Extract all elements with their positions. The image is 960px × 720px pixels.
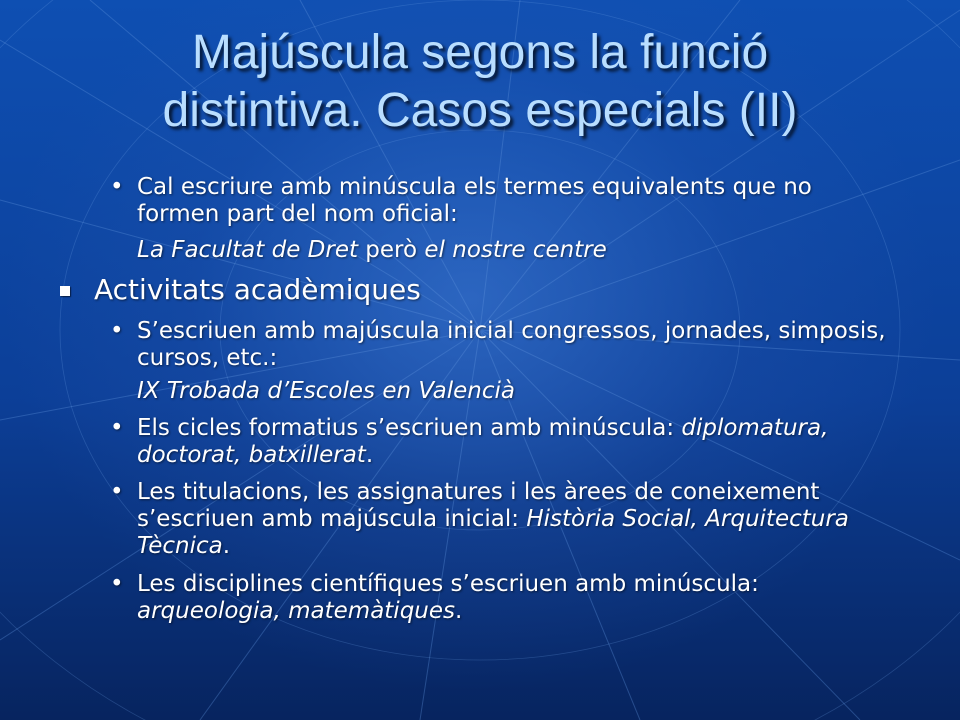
bullet-text-italic: Història Social, Arquitectura Tècnica <box>137 506 849 559</box>
bullet-text-plain: Les titulacions, les assignatures i les àrees de coneixement s’escriuen amb majúscula inicial: <box>137 479 820 532</box>
example-italic-2: el nostre centre <box>424 237 607 263</box>
slide-title-line-2: distintiva. Casos especials (II) <box>162 84 798 137</box>
bullet-dot-icon: • <box>110 571 124 597</box>
bullet-text-plain: Els cicles formatius s’escriuen amb minúscula: <box>137 415 682 441</box>
slide-title-line-1: Majúscula segons la funció <box>191 26 769 79</box>
section-heading-text: Activitats acadèmiques <box>94 273 421 306</box>
example-trobada <box>137 378 897 405</box>
bullet-dot-icon: • <box>110 174 124 200</box>
bullet-text-italic: diplomatura, doctorat, batxillerat <box>137 415 829 468</box>
bullet-item-lowercase-terms <box>110 174 890 228</box>
example-italic: IX Trobada d’Escoles en Valencià <box>137 378 515 404</box>
example-faculty <box>137 237 897 264</box>
example-plain: però <box>358 237 425 263</box>
bullet-dot-icon: • <box>110 479 124 505</box>
section-heading-academic-activities <box>58 274 878 306</box>
bullet-dot-icon: • <box>110 318 124 344</box>
bullet-text-italic: arqueologia, matemàtiques <box>137 598 456 624</box>
bullet-text-end: . <box>222 533 231 559</box>
bullet-text <box>110 571 890 625</box>
bullet-text <box>110 479 890 560</box>
bullet-item-training-cycles <box>110 415 890 469</box>
bullet-text: Cal escriure amb minúscula els termes equivalents que no formen part del nom oficial: <box>137 174 812 227</box>
bullet-text-plain: Les disciplines científiques s’escriuen amb minúscula: <box>137 571 759 597</box>
bullet-text: S’escriuen amb majúscula inicial congressos, jornades, simposis, cursos, etc.: <box>137 318 886 371</box>
bullet-text-end: . <box>455 598 463 624</box>
bullet-dot-icon: • <box>110 415 124 441</box>
bullet-text <box>110 415 890 469</box>
bullet-text-end: . <box>365 442 374 468</box>
example-italic-1: La Facultat de Dret <box>137 237 358 263</box>
square-bullet-icon <box>60 286 70 296</box>
bullet-item-degrees <box>110 479 890 560</box>
bullet-item-disciplines <box>110 571 890 625</box>
bullet-item-congresses <box>110 318 890 372</box>
